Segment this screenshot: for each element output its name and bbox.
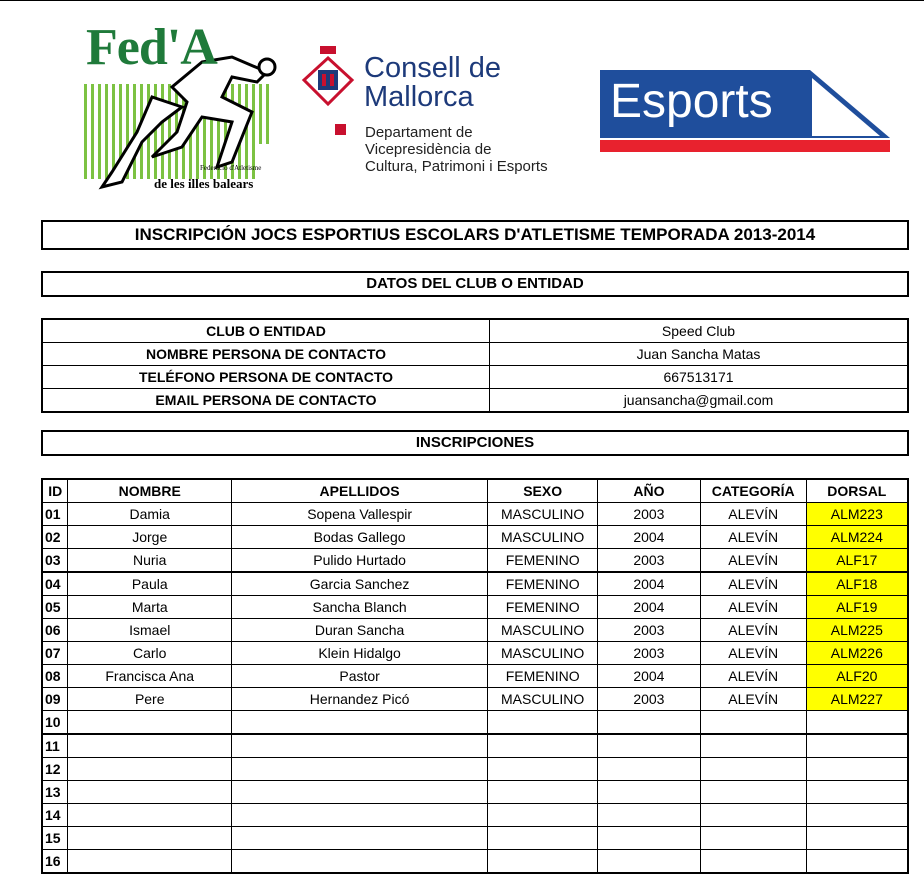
row-sexo — [488, 734, 598, 758]
row-dorsal — [806, 734, 908, 758]
row-categoria — [700, 711, 806, 735]
row-id: 04 — [42, 572, 68, 596]
row-apellidos: Bodas Gallego — [232, 526, 488, 549]
club-field-value: 667513171 — [490, 366, 909, 389]
column-header: DORSAL — [806, 479, 908, 503]
row-id: 06 — [42, 619, 68, 642]
row-ano — [598, 804, 701, 827]
club-row — [42, 389, 908, 413]
row-sexo: FEMENINO — [488, 596, 598, 619]
row-dorsal — [806, 758, 908, 781]
row-categoria: ALEVÍN — [700, 526, 806, 549]
row-categoria: ALEVÍN — [700, 503, 806, 526]
row-dorsal — [806, 711, 908, 735]
red-square-icon — [335, 124, 346, 135]
row-dorsal: ALF20 — [806, 665, 908, 688]
row-apellidos: Hernandez Picó — [232, 688, 488, 711]
row-sexo: FEMENINO — [488, 572, 598, 596]
consell-name — [364, 54, 501, 112]
row-apellidos: Klein Hidalgo — [232, 642, 488, 665]
row-id: 07 — [42, 642, 68, 665]
row-ano: 2003 — [598, 688, 701, 711]
row-id: 09 — [42, 688, 68, 711]
table-row — [42, 781, 908, 804]
row-apellidos — [232, 827, 488, 850]
row-nombre — [68, 758, 232, 781]
row-categoria: ALEVÍN — [700, 665, 806, 688]
feda-fine-print: Federació d'Atletisme — [200, 164, 262, 172]
column-header: SEXO — [488, 479, 598, 503]
row-categoria: ALEVÍN — [700, 642, 806, 665]
row-dorsal — [806, 850, 908, 874]
row-apellidos: Sopena Vallespir — [232, 503, 488, 526]
top-border-line — [0, 0, 924, 1]
row-sexo: MASCULINO — [488, 642, 598, 665]
row-sexo — [488, 781, 598, 804]
row-ano: 2004 — [598, 526, 701, 549]
club-field-label: EMAIL PERSONA DE CONTACTO — [42, 389, 490, 413]
row-apellidos — [232, 804, 488, 827]
row-apellidos: Pastor — [232, 665, 488, 688]
feda-subtitle: de les illes balears — [154, 176, 254, 191]
row-nombre: Damia — [68, 503, 232, 526]
row-apellidos: Pulido Hurtado — [232, 549, 488, 573]
row-dorsal: ALM225 — [806, 619, 908, 642]
row-ano: 2004 — [598, 596, 701, 619]
table-row — [42, 665, 908, 688]
row-dorsal: ALM226 — [806, 642, 908, 665]
row-sexo: MASCULINO — [488, 503, 598, 526]
row-ano — [598, 781, 701, 804]
row-categoria: ALEVÍN — [700, 688, 806, 711]
row-sexo: FEMENINO — [488, 549, 598, 573]
row-ano: 2004 — [598, 572, 701, 596]
row-id: 15 — [42, 827, 68, 850]
row-id: 16 — [42, 850, 68, 874]
row-apellidos — [232, 758, 488, 781]
table-row — [42, 503, 908, 526]
row-nombre: Jorge — [68, 526, 232, 549]
row-id: 14 — [42, 804, 68, 827]
row-id: 08 — [42, 665, 68, 688]
row-categoria: ALEVÍN — [700, 572, 806, 596]
consell-dept-line1: Departament de — [365, 124, 473, 141]
row-ano: 2003 — [598, 549, 701, 573]
club-field-value: Speed Club — [490, 319, 909, 343]
row-sexo: MASCULINO — [488, 619, 598, 642]
row-nombre: Marta — [68, 596, 232, 619]
esports-logo — [600, 70, 890, 154]
row-apellidos: Duran Sancha — [232, 619, 488, 642]
row-categoria: ALEVÍN — [700, 596, 806, 619]
club-row — [42, 343, 908, 366]
row-ano: 2003 — [598, 503, 701, 526]
table-row — [42, 596, 908, 619]
row-ano — [598, 850, 701, 874]
club-field-value: juansancha@gmail.com — [490, 389, 909, 413]
row-nombre: Francisca Ana — [68, 665, 232, 688]
row-sexo — [488, 758, 598, 781]
inscripciones-heading: INSCRIPCIONES — [41, 430, 909, 456]
club-table — [41, 318, 909, 413]
consell-name-line2: Mallorca — [364, 81, 474, 113]
row-nombre — [68, 781, 232, 804]
table-row — [42, 804, 908, 827]
row-dorsal — [806, 827, 908, 850]
row-apellidos — [232, 781, 488, 804]
row-dorsal: ALM227 — [806, 688, 908, 711]
row-nombre: Ismael — [68, 619, 232, 642]
row-apellidos: Garcia Sanchez — [232, 572, 488, 596]
row-dorsal: ALM224 — [806, 526, 908, 549]
table-row — [42, 572, 908, 596]
row-sexo — [488, 804, 598, 827]
row-nombre — [68, 850, 232, 874]
table-row — [42, 758, 908, 781]
row-categoria — [700, 804, 806, 827]
club-row — [42, 319, 908, 343]
row-sexo — [488, 711, 598, 735]
column-header: ID — [42, 479, 68, 503]
row-id: 13 — [42, 781, 68, 804]
row-dorsal: ALM223 — [806, 503, 908, 526]
row-categoria — [700, 734, 806, 758]
row-id: 11 — [42, 734, 68, 758]
row-nombre — [68, 827, 232, 850]
row-nombre — [68, 711, 232, 735]
row-apellidos: Sancha Blanch — [232, 596, 488, 619]
esports-label: Esports — [610, 75, 773, 128]
club-field-label: CLUB O ENTIDAD — [42, 319, 490, 343]
row-nombre: Nuria — [68, 549, 232, 573]
table-row — [42, 549, 908, 573]
row-categoria — [700, 758, 806, 781]
feda-title: Fed'A — [86, 19, 217, 76]
page-title: INSCRIPCIÓN JOCS ESPORTIUS ESCOLARS D'ATLETISME TEMPORADA 2013-2014 — [41, 220, 909, 250]
row-sexo: MASCULINO — [488, 688, 598, 711]
row-sexo: MASCULINO — [488, 526, 598, 549]
table-row — [42, 850, 908, 874]
row-id: 05 — [42, 596, 68, 619]
column-header: NOMBRE — [68, 479, 232, 503]
consell-department — [365, 124, 548, 175]
row-dorsal — [806, 781, 908, 804]
row-nombre — [68, 734, 232, 758]
table-row — [42, 688, 908, 711]
table-row — [42, 827, 908, 850]
row-sexo — [488, 827, 598, 850]
table-row — [42, 642, 908, 665]
row-id: 10 — [42, 711, 68, 735]
table-row — [42, 526, 908, 549]
row-ano: 2003 — [598, 642, 701, 665]
row-categoria — [700, 850, 806, 874]
row-id: 03 — [42, 549, 68, 573]
row-id: 01 — [42, 503, 68, 526]
coat-of-arms-icon — [300, 44, 356, 114]
row-nombre: Paula — [68, 572, 232, 596]
row-nombre: Pere — [68, 688, 232, 711]
table-row — [42, 711, 908, 735]
row-sexo — [488, 850, 598, 874]
row-id: 12 — [42, 758, 68, 781]
inscripciones-table — [41, 478, 909, 874]
consell-dept-line2: Vicepresidència de — [365, 141, 492, 158]
club-field-label: NOMBRE PERSONA DE CONTACTO — [42, 343, 490, 366]
row-nombre: Carlo — [68, 642, 232, 665]
row-dorsal — [806, 804, 908, 827]
club-field-value: Juan Sancha Matas — [490, 343, 909, 366]
row-dorsal: ALF19 — [806, 596, 908, 619]
row-ano — [598, 711, 701, 735]
club-section-heading: DATOS DEL CLUB O ENTIDAD — [41, 271, 909, 297]
table-row — [42, 734, 908, 758]
row-apellidos — [232, 734, 488, 758]
consell-dept-line3: Cultura, Patrimoni i Esports — [365, 158, 548, 175]
row-ano — [598, 758, 701, 781]
row-categoria — [700, 827, 806, 850]
row-ano: 2004 — [598, 665, 701, 688]
feda-logo — [82, 19, 282, 192]
row-categoria: ALEVÍN — [700, 549, 806, 573]
consell-name-line1: Consell de — [364, 52, 502, 84]
row-nombre — [68, 804, 232, 827]
row-categoria: ALEVÍN — [700, 619, 806, 642]
column-header: CATEGORÍA — [700, 479, 806, 503]
row-sexo: FEMENINO — [488, 665, 598, 688]
club-field-label: TELÉFONO PERSONA DE CONTACTO — [42, 366, 490, 389]
column-header: APELLIDOS — [232, 479, 488, 503]
consell-logo — [298, 44, 588, 184]
club-row — [42, 366, 908, 389]
row-ano: 2003 — [598, 619, 701, 642]
row-categoria — [700, 781, 806, 804]
table-row — [42, 619, 908, 642]
row-ano — [598, 827, 701, 850]
row-dorsal: ALF17 — [806, 549, 908, 573]
column-header: AÑO — [598, 479, 701, 503]
row-apellidos — [232, 850, 488, 874]
row-apellidos — [232, 711, 488, 735]
row-ano — [598, 734, 701, 758]
row-id: 02 — [42, 526, 68, 549]
row-dorsal: ALF18 — [806, 572, 908, 596]
